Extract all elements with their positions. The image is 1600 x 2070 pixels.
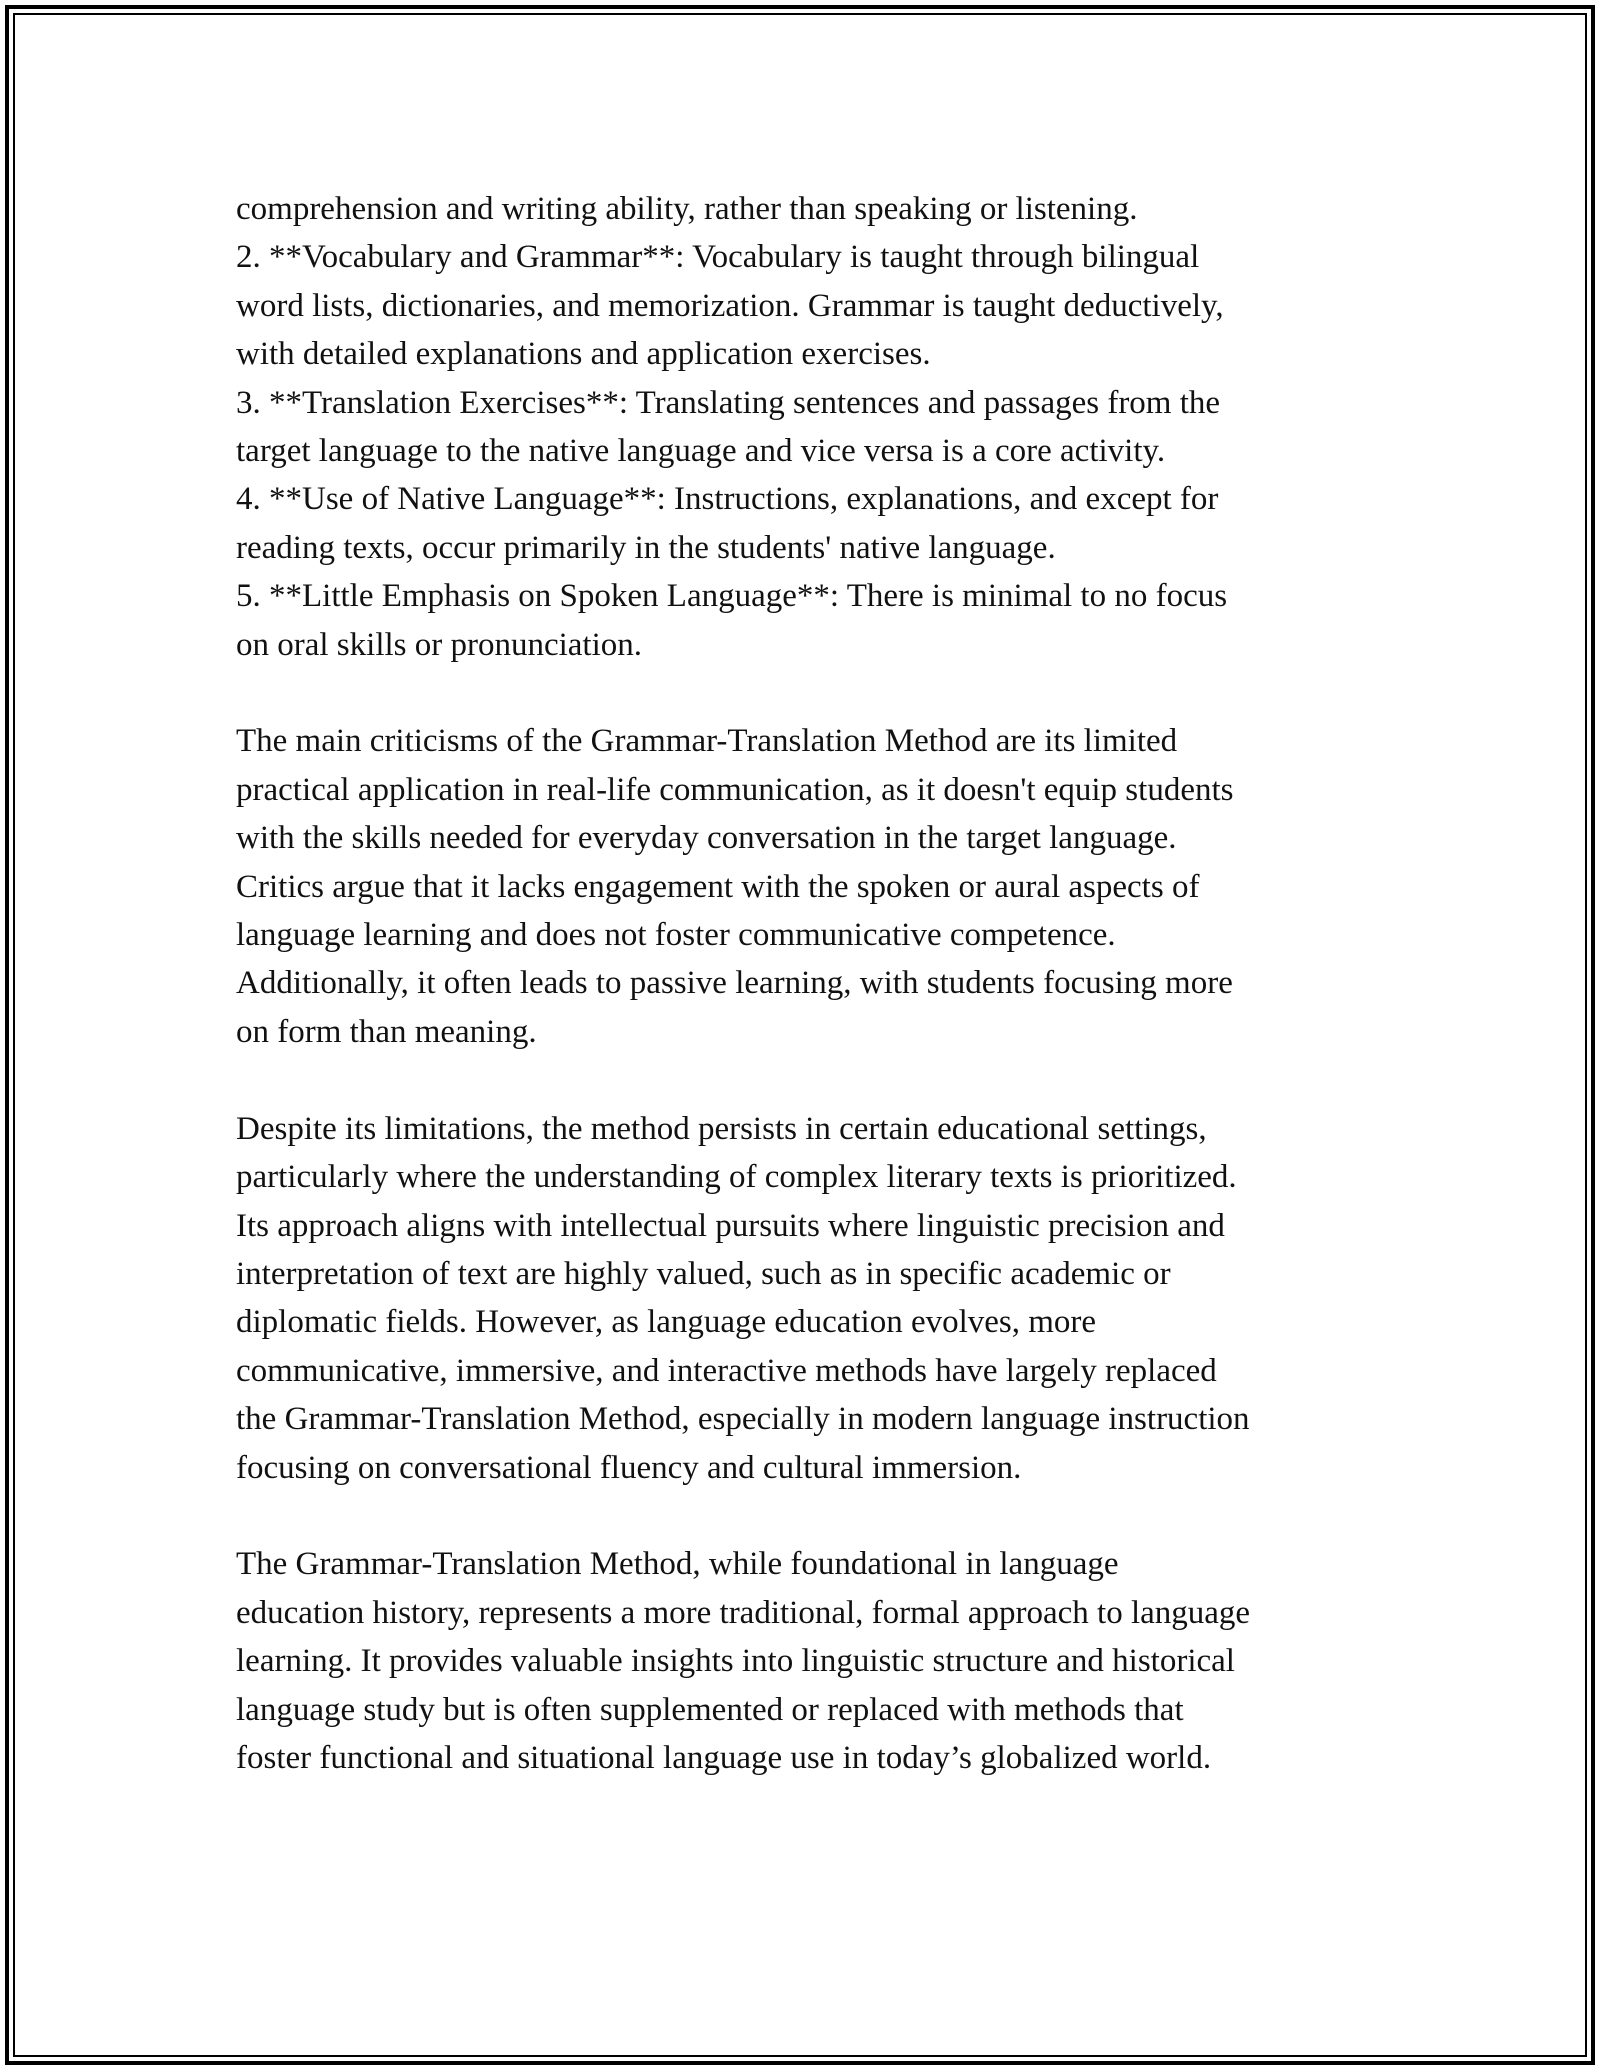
text-line: with the skills needed for everyday conversation in the target language. — [236, 820, 1177, 857]
text-line: comprehension and writing ability, rather than speaking or listening. — [236, 191, 1138, 227]
conclusion-paragraph — [236, 1540, 1386, 1782]
text-line: learning. It provides valuable insights into linguistic structure and historical — [236, 1643, 1235, 1680]
text-line: Despite its limitations, the method persists in certain educational settings, — [236, 1110, 1207, 1147]
text-line: with detailed explanations and application exercises. — [236, 336, 931, 373]
list-item-translation-exercises: 3. **Translation Exercises**: Translating sentences and passages from the — [236, 384, 1221, 421]
text-line: the Grammar-Translation Method, especially in modern language instruction — [236, 1401, 1250, 1438]
text-line: The main criticisms of the Grammar-Translation Method are its limited — [236, 723, 1178, 760]
method-characteristics-list — [236, 185, 1386, 669]
text-line: Additionally, it often leads to passive learning, with students focusing more — [236, 965, 1233, 1002]
text-line: foster functional and situational language use in today’s globalized world. — [236, 1739, 1212, 1776]
text-line: word lists, dictionaries, and memorization. Grammar is taught deductively, — [236, 287, 1224, 324]
text-line: interpretation of text are highly valued, such as in specific academic or — [236, 1255, 1171, 1292]
text-line: language learning and does not foster communicative competence. — [236, 917, 1116, 954]
text-line: on form than meaning. — [236, 1013, 537, 1050]
text-line: particularly where the understanding of complex literary texts is prioritized. — [236, 1159, 1237, 1196]
text-line: practical application in real-life communication, as it doesn't equip students — [236, 771, 1234, 808]
list-item-native-language: 4. **Use of Native Language**: Instructions, explanations, and except for — [236, 481, 1219, 518]
text-line: language study but is often supplemented or replaced with methods that — [236, 1691, 1184, 1728]
text-line: focusing on conversational fluency and cultural immersion. — [236, 1449, 1022, 1486]
text-line: Critics argue that it lacks engagement with the spoken or aural aspects of — [236, 868, 1200, 905]
text-line: education history, represents a more traditional, formal approach to language — [236, 1594, 1251, 1631]
text-line: The Grammar-Translation Method, while foundational in language — [236, 1546, 1119, 1583]
criticisms-paragraph — [236, 717, 1386, 1056]
persistence-paragraph — [236, 1105, 1386, 1492]
text-line: reading texts, occur primarily in the students' native language. — [236, 529, 1056, 566]
text-line: target language to the native language and vice versa is a core activity. — [236, 433, 1166, 470]
list-item-vocabulary-grammar: 2. **Vocabulary and Grammar**: Vocabulary is taught through bilingual — [236, 239, 1200, 276]
text-line: communicative, immersive, and interactive methods have largely replaced — [236, 1352, 1217, 1389]
text-line: diplomatic fields. However, as language education evolves, more — [236, 1304, 1097, 1341]
document-body — [236, 185, 1386, 1831]
text-line: on oral skills or pronunciation. — [236, 626, 643, 663]
text-line: Its approach aligns with intellectual pursuits where linguistic precision and — [236, 1207, 1225, 1244]
list-item-spoken-language: 5. **Little Emphasis on Spoken Language**: There is minimal to no focus — [236, 578, 1228, 615]
